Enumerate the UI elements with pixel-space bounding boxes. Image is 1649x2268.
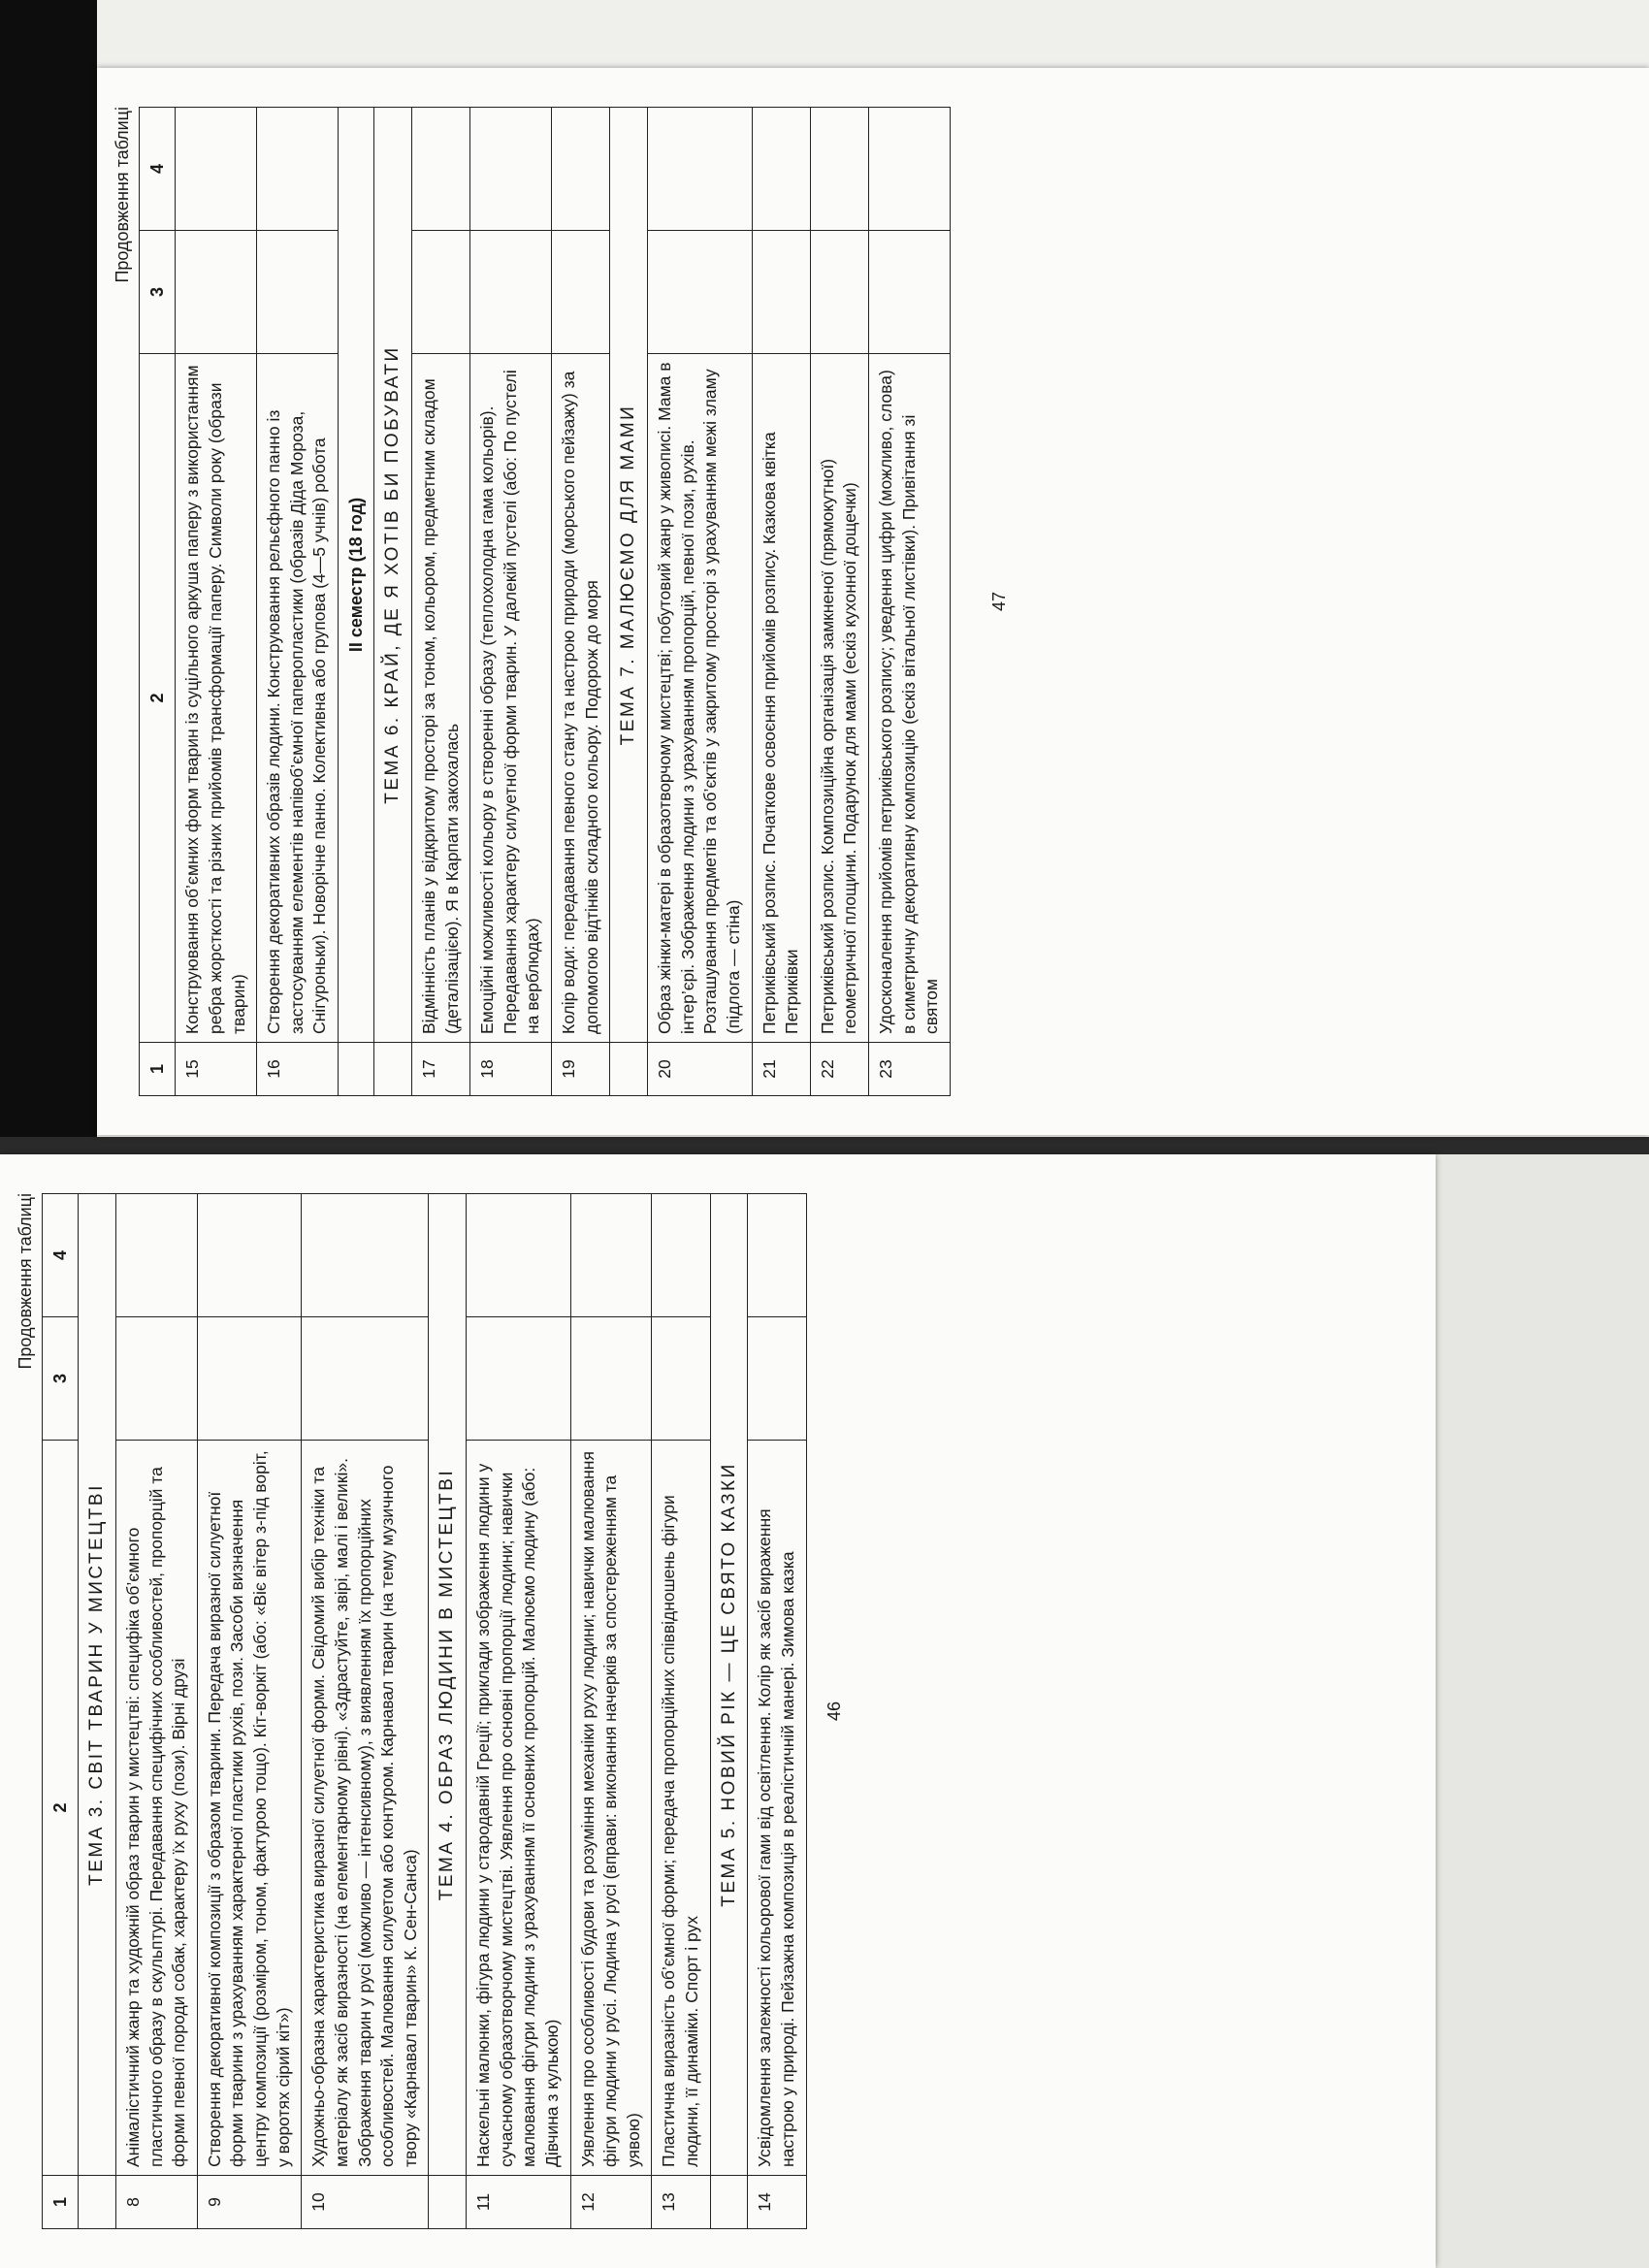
lesson-number: 22 xyxy=(810,1043,868,1096)
lesson-number: 23 xyxy=(869,1043,951,1096)
table-row xyxy=(652,1194,710,2229)
lesson-content: Петриківський розпис. Композиційна організація замкненої (прямокутної) геометричної площини. Подарунок для мами (ескіз кухонної дощечки) xyxy=(810,354,868,1043)
table-row xyxy=(197,1194,302,2229)
lesson-content: Анімалістичний жанр та художній образ тварин у мистецтві: специфіка об’ємного пластичного образу в скульптурі. Передавання специфічних особливостей, пропорцій та форми певної породи собак, характеру їх руху (пози). Вірні друзі xyxy=(115,1441,197,2176)
table-row xyxy=(470,108,552,1096)
table-row xyxy=(467,1194,571,2229)
scan-border-top xyxy=(0,0,1649,68)
lesson-number: 17 xyxy=(411,1043,469,1096)
scan-shadow-gutter xyxy=(0,1137,1649,1154)
theme-row xyxy=(374,108,412,1096)
lesson-number: 11 xyxy=(467,2176,571,2229)
column-header: 3 xyxy=(43,1317,79,1441)
table-row xyxy=(176,108,257,1096)
table-row xyxy=(570,1194,652,2229)
semester-title: ІІ семестр (18 год) xyxy=(339,108,374,1043)
lesson-number: 8 xyxy=(115,2176,197,2229)
lesson-content: Петриківський розпис. Початкове освоєння прийомів розпису. Казкова квітка Петриківки xyxy=(752,354,810,1043)
lesson-number: 15 xyxy=(176,1043,257,1096)
lesson-number: 13 xyxy=(652,2176,710,2229)
lesson-number: 16 xyxy=(257,1043,339,1096)
lesson-content: Пластична виразність об’ємної форми; передача пропорційних співвідношень фігури людини, її динаміки. Спорт і рух xyxy=(652,1441,710,2176)
semester-row xyxy=(339,108,374,1096)
table-row xyxy=(257,108,339,1096)
lesson-table-left xyxy=(42,1193,807,2229)
lesson-number: 19 xyxy=(552,1043,610,1096)
theme-row xyxy=(610,108,648,1096)
theme-title: ТЕМА 3. СВІТ ТВАРИН У МИСТЕЦТВІ xyxy=(79,1194,116,2176)
right-page-content xyxy=(97,68,1649,1135)
column-header: 2 xyxy=(140,354,176,1043)
column-header: 1 xyxy=(140,1043,176,1096)
column-header: 3 xyxy=(140,231,176,354)
continuation-label: Продовження таблиці xyxy=(16,1193,35,1370)
scan-shadow-left xyxy=(0,0,97,1154)
table-row xyxy=(648,108,753,1096)
table-row xyxy=(810,108,868,1096)
lesson-content: Художньо-образна характеристика виразної силуетної форми. Свідомий вибір техніки та матеріалу як засіб виразності (на елементарному рівні). «Здрастуйте, звірі, малі і великі». Зображення тварин у русі (можливо — інтенсивному), з виявленням їх пропорційних особливостей. Малювання силуетом або контуром. Карнавал тварин (на тему музичного твору «Карнавал тварин» К. Сен-Санса) xyxy=(302,1441,429,2176)
theme-row xyxy=(79,1194,116,2229)
table-row xyxy=(302,1194,429,2229)
lesson-content: Удосконалення прийомів петриківського розпису; уведення цифри (можливо, слова) в симетричну декоративну композицію (ескіз вітальної листівки). Привітання зі святом xyxy=(869,354,951,1043)
left-page xyxy=(0,1154,1436,2268)
table-row xyxy=(752,108,810,1096)
column-header: 1 xyxy=(43,2176,79,2229)
lesson-content: Наскельні малюнки, фігура людини у стародавній Греції; приклади зображення людини у сучасному образотворчому мистецтві. Уявлення про основні пропорції людини; навички малювання фігури людини з урахуванням її основних пропорцій. Малюємо людину (або: Дівчина з кулькою) xyxy=(467,1441,571,2176)
column-header: 2 xyxy=(43,1441,79,2176)
table-row xyxy=(869,108,951,1096)
page-number: 47 xyxy=(988,591,1009,612)
theme-title: ТЕМА 7. МАЛЮЄМО ДЛЯ МАМИ xyxy=(610,108,648,1043)
lesson-number: 18 xyxy=(470,1043,552,1096)
table-row xyxy=(115,1194,197,2229)
lesson-content: Уявлення про особливості будови та розуміння механіки руху людини; навички малювання фігури людини у русі. Людина у русі (вправи: виконання начерків за спостереженням та уявою) xyxy=(570,1441,652,2176)
table-row xyxy=(748,1194,806,2229)
lesson-number: 10 xyxy=(302,2176,429,2229)
lesson-number: 9 xyxy=(197,2176,302,2229)
table-header-row xyxy=(43,1194,79,2229)
table-header-row xyxy=(140,108,176,1096)
column-header: 4 xyxy=(43,1194,79,1317)
page-number: 46 xyxy=(824,1701,844,1722)
lesson-content: Створення декоративних образів людини. Конструювання рельєфного панно із застосуванням елементів напівоб’ємної паперопластики (образів Діда Мороза, Снігуроньки). Новорічне панно. Колективна або групова (4—5 учнів) робота xyxy=(257,354,339,1043)
lesson-content: Колір води: передавання певного стану та настрою природи (морського пейзажу) за допомогою відтінків складного кольору. Подорож до моря xyxy=(552,354,610,1043)
theme-title: ТЕМА 4. ОБРАЗ ЛЮДИНИ В МИСТЕЦТВІ xyxy=(429,1194,467,2176)
continuation-label: Продовження таблиці xyxy=(113,107,132,283)
theme-row xyxy=(429,1194,467,2229)
lesson-number: 21 xyxy=(752,1043,810,1096)
theme-title: ТЕМА 6. КРАЙ, ДЕ Я ХОТІВ БИ ПОБУВАТИ xyxy=(374,108,412,1043)
lesson-number: 14 xyxy=(748,2176,806,2229)
table-row xyxy=(411,108,469,1096)
column-header: 4 xyxy=(140,108,176,231)
left-page-content xyxy=(0,1154,1436,2268)
lesson-content: Створення декоративної композиції з образом тварини. Передача виразної силуетної форми тварини з урахуванням характерної пластики рухів, пози. Засоби визначення центру композиції (розміром, тоном, фактурою тощо). Кіт-воркіт (або: «Віє вітер з-під воріт, у воротях сірий кіт») xyxy=(197,1441,302,2176)
lesson-content: Образ жінки-матері в образотворчому мистецтві; побутовий жанр у живописі. Мама в інтер’єрі. Зображення людини з урахуванням пропорцій, певної пози, рухів. Розташування предметів та об’єктів у закритому просторі з урахуванням межі зламу (підлога — стіна) xyxy=(648,354,753,1043)
theme-row xyxy=(710,1194,748,2229)
lesson-table-right xyxy=(139,107,951,1096)
theme-title: ТЕМА 5. НОВИЙ РІК — ЦЕ СВЯТО КАЗКИ xyxy=(710,1194,748,2176)
lesson-content: Конструювання об’ємних форм тварин із суцільного аркуша паперу з використанням ребра жорсткості та різних прийомів трансформації паперу. Символи року (образи тварин) xyxy=(176,354,257,1043)
lesson-content: Відмінність планів у відкритому просторі за тоном, кольором, предметним складом (деталізацією). Я в Карпати закохалась xyxy=(411,354,469,1043)
lesson-content: Усвідомлення залежності кольорової гами від освітлення. Колір як засіб вираження настрою у природі. Пейзажна композиція в реалістичній манері. Зимова казка xyxy=(748,1441,806,2176)
right-page xyxy=(97,68,1649,1135)
table-row xyxy=(552,108,610,1096)
lesson-number: 20 xyxy=(648,1043,753,1096)
scan-shadow-right xyxy=(1436,1154,1649,2268)
lesson-content: Емоційні можливості кольору в створенні образу (теплохолодна гама кольорів). Передавання характеру силуетної форми тварин. У далекій пустелі (або: По пустелі на верблюдах) xyxy=(470,354,552,1043)
lesson-number: 12 xyxy=(570,2176,652,2229)
